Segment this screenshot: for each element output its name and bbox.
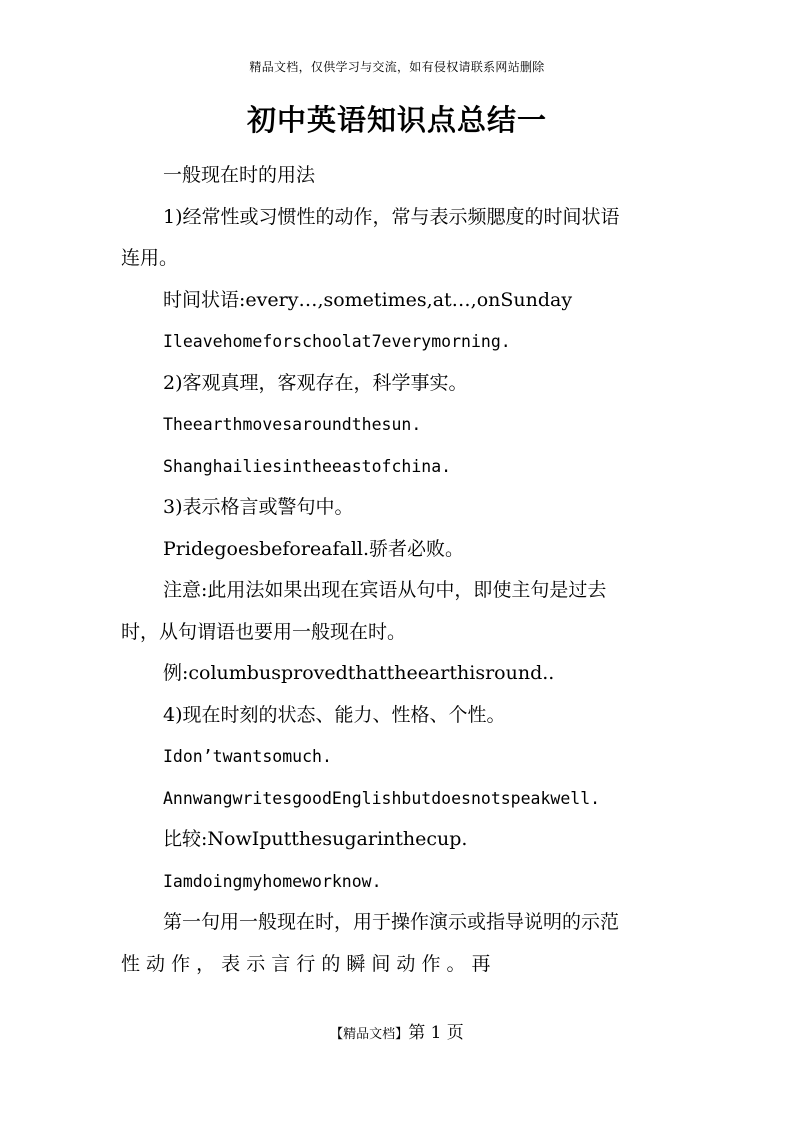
page-number: 第 1 页	[408, 1023, 464, 1043]
header-note: 精品文档，仅供学习与交流，如有侵权请联系网站删除	[249, 60, 545, 74]
example-sentence: Pridegoesbeforeafall.骄者必败。	[163, 537, 465, 560]
example-sentence: Iamdoingmyhomeworknow.	[163, 871, 382, 891]
example-sentence: 例:columbusprovedthattheearthisround..	[163, 662, 555, 684]
footer-label: 【精品文档】	[330, 1027, 409, 1042]
paragraph-line: 第一句用一般现在时，用于操作演示或指导说明的示范	[163, 911, 620, 933]
paragraph-line: 注意:此用法如果出现在宾语从句中，即使主句是过去	[163, 579, 607, 601]
paragraph-line: 连用。	[121, 247, 179, 269]
example-sentence: Ileavehomeforschoolat7everymorning.	[163, 332, 511, 351]
paragraph-line: 时，从句谓语也要用一般现在时。	[121, 620, 407, 643]
example-sentence: Theearthmovesaroundthesun.	[163, 415, 422, 434]
example-sentence: Idon’twantsomuch.	[163, 747, 332, 766]
paragraph-line: 3)表示格言或警句中。	[163, 496, 354, 518]
example-sentence: Shanghailiesintheeastofchina.	[163, 456, 452, 476]
paragraph-line: 1)经常性或习惯性的动作，常与表示频腮度的时间状语	[163, 205, 620, 228]
paragraph-line: 时间状语:every…,sometimes,at…,onSunday	[163, 288, 573, 311]
paragraph-line: 2)客观真理，客观存在，科学事实。	[163, 371, 468, 394]
paragraph-line: 4)现在时刻的状态、能力、性格、个性。	[163, 703, 506, 726]
page-title: 初中英语知识点总结一	[246, 103, 547, 137]
example-sentence: 比较:NowIputthesugarinthecup.	[163, 828, 468, 850]
section-heading: 一般现在时的用法	[163, 164, 316, 186]
page-footer	[0, 1018, 794, 1043]
example-sentence: AnnwangwritesgoodEnglishbutdoesnotspeakwell.	[163, 788, 601, 808]
paragraph-line: 性 动 作 ， 表 示 言 行 的 瞬 间 动 作 。 再	[121, 952, 491, 975]
document-body	[121, 155, 674, 985]
